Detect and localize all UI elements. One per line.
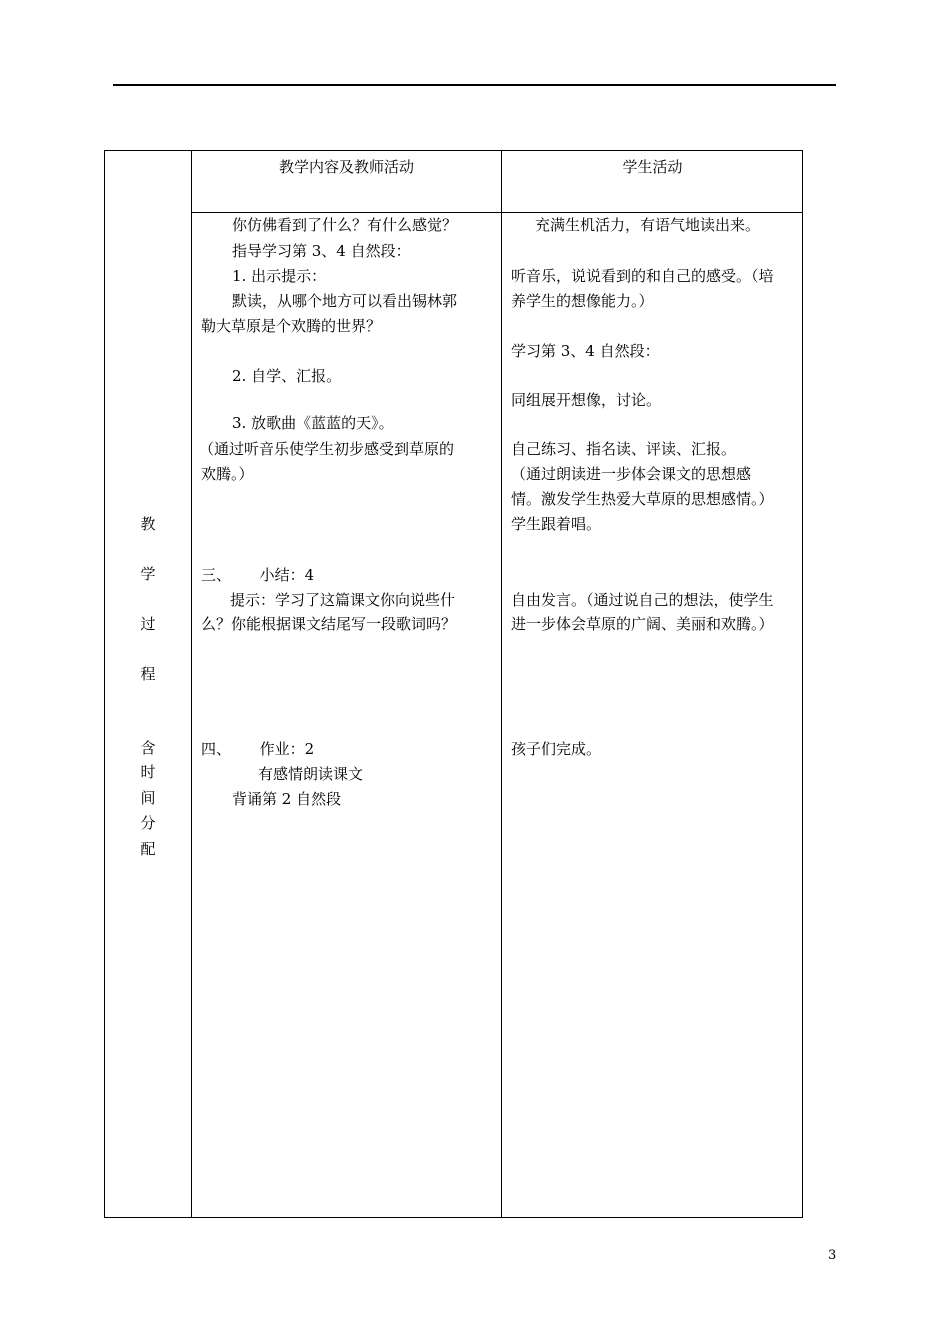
- teacher-text-line: 3. 放歌曲《蓝蓝的天》。: [232, 414, 394, 432]
- header-rule: [113, 84, 836, 86]
- side-label-char: 间: [140, 789, 156, 807]
- teacher-text-line: 欢腾。）: [201, 465, 254, 483]
- teacher-text-line: 么？你能根据课文结尾写一段歌词吗？: [201, 615, 457, 633]
- teacher-text-line: 背诵第 2 自然段: [232, 790, 342, 808]
- section-homework-heading: 四、 作业：2: [201, 740, 315, 758]
- side-label-char: 时: [140, 763, 156, 781]
- student-text-line: 孩子们完成。: [511, 740, 602, 758]
- teacher-text-line: 你仿佛看到了什么？有什么感觉？: [232, 216, 458, 234]
- section-summary-heading: 三、 小结：4: [201, 566, 315, 584]
- teacher-text-line: 指导学习第 3、4 自然段：: [232, 242, 411, 260]
- student-text-line: 充满生机活力，有语气地读出来。: [535, 216, 761, 234]
- student-text-line: （通过朗读进一步体会课文的思想感: [511, 465, 752, 483]
- student-text-line: 学习第 3、4 自然段：: [511, 342, 660, 360]
- student-text-line: 进一步体会草原的广阔、美丽和欢腾。）: [511, 615, 774, 633]
- header-student-activity: 学生活动: [622, 158, 683, 176]
- teacher-text-line: （通过听音乐使学生初步感受到草原的: [199, 440, 455, 458]
- teacher-text-line: 2. 自学、汇报。: [232, 367, 342, 385]
- side-label-char: 配: [140, 840, 156, 858]
- header-teacher-activity: 教学内容及教师活动: [278, 158, 414, 176]
- teacher-text-line: 有感情朗读课文: [258, 765, 364, 783]
- student-text-line: 养学生的想像能力。）: [511, 292, 654, 310]
- side-label-char: 含: [140, 739, 156, 757]
- teacher-text-line: 勒大草原是个欢腾的世界？: [201, 317, 382, 335]
- column-divider-left: [191, 151, 192, 1217]
- student-text-line: 听音乐，说说看到的和自己的感受。（培: [511, 267, 774, 285]
- side-label-char: 过: [140, 615, 156, 633]
- student-text-line: 学生跟着唱。: [511, 515, 602, 533]
- page-number: 3: [828, 1248, 837, 1263]
- side-label-char: 学: [140, 565, 156, 583]
- teacher-text-line: 默读，从哪个地方可以看出锡林郭: [232, 292, 458, 310]
- column-divider-right: [501, 151, 502, 1217]
- student-text-line: 情。激发学生热爱大草原的思想感情。）: [511, 490, 774, 508]
- student-text-line: 自由发言。（通过说自己的想法，使学生: [511, 591, 774, 609]
- student-text-line: 同组展开想像，讨论。: [511, 391, 662, 409]
- student-text-line: 自己练习、指名读、评读、汇报。: [511, 440, 737, 458]
- side-label-char: 教: [140, 515, 156, 533]
- side-label-char: 分: [140, 814, 156, 832]
- side-label-char: 程: [140, 665, 156, 683]
- teacher-text-line: 1. 出示提示：: [232, 267, 327, 285]
- teacher-text-line: 提示：学习了这篇课文你向说些什: [230, 591, 456, 609]
